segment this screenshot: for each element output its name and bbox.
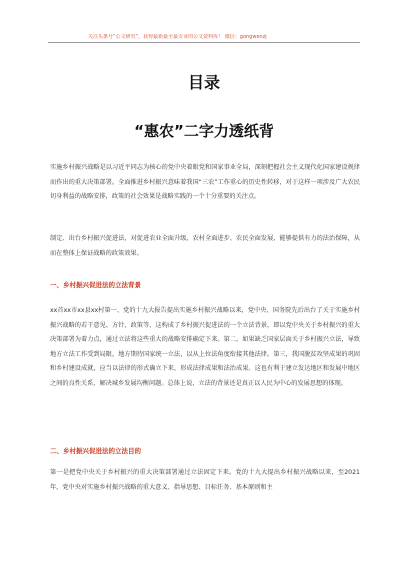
toc-title: 目录 <box>187 73 220 92</box>
header-banner: 关注头条号“公文研究”，获得最新最全最专业的公文资料库！ 微信：gongwenzj <box>88 34 267 40</box>
section-heading-background: 一、乡村振兴促进法的立法背景 <box>50 281 141 289</box>
header-divider <box>48 42 360 43</box>
paragraph-purpose-detail: 第一是把党中央关于乡村振兴的重大决策部署通过立法固定下来。党的十九大提出乡村振兴战略以来，至2021年，党中央对实施乡村振兴战略的重大意义、指导思想、目标任务、基本原则和主 <box>50 469 360 491</box>
document-title: “惠农”二字力透纸背 <box>134 122 274 140</box>
paragraph-intro: 实施乡村振兴战略是以习近平同志为核心的党中央着眼党和国家事业全局，深刻把握社会主义现代化国家建设规律而作出的重大决策部署。全面推进乡村振兴意味着我国“三农”工作重心的历史性转移，对于这样一项涉及广大农民切身利益的战略安排，政策的社会效果是战略实践的一个十分重要的关注点。 <box>50 164 360 200</box>
section-heading-purpose: 二、乡村振兴促进法的立法目的 <box>50 447 141 455</box>
paragraph-background: xx首xx市xx县xx村第一、党的十九大报告提出实施乡村振兴战略以来，党中央、国务院先后出台了关于实施乡村振兴战略的若干意见、方针、政策等，这构成了乡村振兴促进法的一个立法背景，即以党中央关于乡村振兴的重大决策部署为着力点，通过立法将这些重大的战略安排确定下来。第二，如果缺乏国家层面关于乡村振兴立法，导致地方立法工作受到局限，地方期待国家统一立法，以从上位法角度衔接其他法律。第三，我国脱贫攻坚成果的巩固和乡村建设成就，应当以法律的形式确立下来，形成法律成果和法治成果。这也有利于建立发达地区和发展中地区之间的良性关系，解决城乡发展均衡问题。总体上说，立法的背景还是真正以人民为中心的发展思想的体现。 <box>50 307 360 387</box>
paragraph-purpose: 制定、出台乡村振兴促进法，对促进农业全面升级、农村全面进步、农民全面发展，能够提供有力的法治保障，从而在整体上保证战略的政策效果。 <box>50 235 360 257</box>
